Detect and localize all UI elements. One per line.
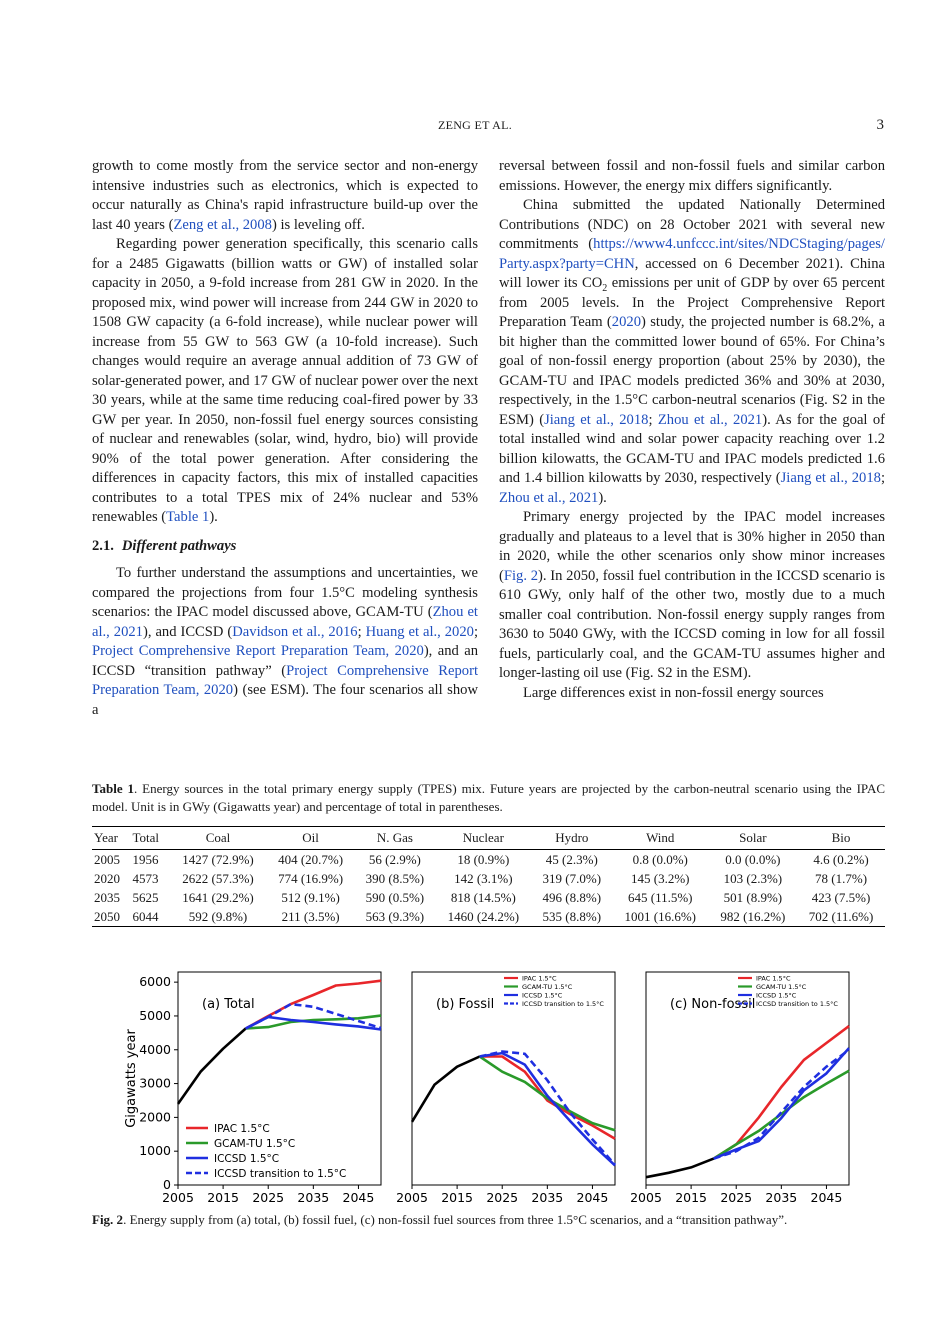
table-cell: 142 (3.1%) [454, 871, 513, 886]
text: ). [209, 509, 218, 525]
table-cell: 774 (16.9%) [278, 871, 344, 886]
x-tick-label: 2045 [576, 1190, 609, 1205]
y-tick-label: 3000 [139, 1075, 171, 1091]
y-tick-label: 6000 [139, 974, 171, 990]
table-caption [92, 780, 885, 816]
table-cell: 1956 [132, 852, 159, 867]
paragraph [499, 196, 885, 508]
x-tick-label: 2005 [396, 1190, 428, 1205]
x-tick-label: 2005 [630, 1190, 662, 1205]
chart-panel [630, 972, 849, 1205]
x-tick-label: 2015 [207, 1190, 240, 1205]
page-number: 3 [876, 117, 884, 133]
text: ), and an ICCSD “transition pathway” ( [92, 643, 479, 679]
series-line [714, 1026, 849, 1159]
table-header-cell: Solar [709, 827, 797, 850]
table-cell: 319 (7.0%) [542, 871, 602, 886]
legend-label: ICCSD 1.5°C [522, 991, 563, 1000]
left-column [92, 157, 478, 720]
table-row [92, 869, 885, 888]
table-cell: 18 (0.9%) [457, 852, 510, 867]
y-tick-label: 0 [163, 1177, 171, 1192]
table-cell: 1641 (29.2%) [182, 890, 254, 905]
table-cell: 45 (2.3%) [545, 852, 598, 867]
table-header-cell: Bio [797, 827, 885, 850]
legend-label: ICCSD 1.5°C [214, 1153, 280, 1165]
table-link[interactable]: Table 1 [166, 509, 210, 525]
x-tick-label: 2045 [810, 1190, 843, 1205]
text: emissions per unit of GDP by over 65 percent from 2005 levels. In the Project Comprehensive Report Preparation Team ( [499, 275, 885, 330]
table-cell: 818 (14.5%) [450, 890, 516, 905]
legend-label: IPAC 1.5°C [214, 1123, 270, 1135]
paragraph [92, 157, 478, 235]
text: growth to come mostly from the service sector and non-energy intensive industries such as electronics, which is expected to occur naturally as China's rapid infrastructure build-up over the last 40 years ( [92, 158, 478, 233]
table-cell: 535 (8.8%) [532, 907, 612, 927]
table-cell: 592 (9.8%) [170, 907, 267, 927]
table-cell: 4.6 (0.2%) [813, 852, 869, 867]
text: ) (see ESM). The four scenarios all show a [92, 682, 478, 718]
paragraph [499, 684, 885, 704]
x-tick-label: 2035 [765, 1190, 798, 1205]
table-cell: 1001 (16.6%) [612, 907, 709, 927]
table-cell: 103 (2.3%) [723, 871, 783, 886]
text: China submitted the updated Nationally Determined Contributions (NDC) on 28 October 2021 with several new commitments ( [499, 197, 885, 252]
series-line [646, 1159, 714, 1178]
legend-label: IPAC 1.5°C [756, 974, 791, 983]
paragraph [499, 508, 885, 684]
table-cell: 512 (9.1%) [281, 890, 340, 905]
table-row [92, 907, 885, 927]
table-cell: 982 (16.2%) [709, 907, 797, 927]
figure-2-chart [120, 962, 855, 1207]
table-header-cell: Nuclear [435, 827, 532, 850]
y-tick-label: 5000 [139, 1007, 171, 1023]
table-header-row [92, 827, 885, 850]
citation-link[interactable]: Project Comprehensive Report Preparation Team, 2020 [92, 662, 478, 698]
citation-link[interactable]: Project Comprehensive Report Preparation Team, 2020 [92, 643, 424, 659]
panel-title: (c) Non-fossil [670, 997, 756, 1012]
section-title: Different pathways [121, 537, 237, 554]
table-cell: 211 (3.5%) [266, 907, 354, 927]
figure-caption-text: . Energy supply from (a) total, (b) fossil fuel, (c) non-fossil fuel sources from three 1.5°C scenarios, and a “transition pathway”. [123, 1212, 788, 1227]
table-cell: 645 (11.5%) [627, 890, 693, 905]
legend-label: ICCSD transition to 1.5°C [214, 1168, 347, 1180]
table-cell: 0.8 (0.0%) [632, 852, 688, 867]
subscript: 2 [602, 282, 608, 294]
text: , accessed on 6 December 2021). China will lower its CO [499, 255, 885, 291]
text: ; [648, 411, 658, 428]
text: ; [880, 470, 885, 486]
legend-label: ICCSD transition to 1.5°C [522, 1000, 604, 1008]
table-header-cell: Year [92, 827, 130, 850]
table-cell: 590 (0.5%) [365, 890, 425, 905]
right-column [499, 157, 885, 703]
table-cell: 5625 [132, 890, 159, 905]
text: ; [357, 623, 366, 640]
table-header-cell: Wind [612, 827, 709, 850]
legend-label: ICCSD 1.5°C [756, 991, 797, 1000]
legend-label: GCAM-TU 1.5°C [522, 983, 573, 991]
x-tick-label: 2045 [342, 1190, 375, 1205]
table-header-cell: Coal [170, 827, 267, 850]
table-cell: 56 (2.9%) [368, 852, 421, 867]
chart-panel [396, 972, 615, 1205]
y-axis-label: Gigawatts year [124, 1029, 139, 1128]
table-cell: 1427 (72.9%) [182, 852, 254, 867]
table-cell: 563 (9.3%) [355, 907, 435, 927]
text: ), and ICCSD ( [142, 623, 233, 640]
figure-link[interactable]: Fig. 2 [503, 567, 539, 584]
text: ) study, the projected number is 68.2%, a bit higher than the committed lower bound of 65%. For China’s goal of non-fossil energy proportion (about 25% by 2030), the GCAM-TU and IPAC models predicted 36% and 30% at 2030, respectively, in the 1.5°C carbon-neutral scenarios (Fig. S2 in the ESM) ( [499, 314, 885, 428]
table-header-cell: Total [130, 827, 169, 850]
section-heading [92, 537, 478, 557]
citation-link[interactable]: Jiang et al., 2018 [780, 470, 881, 486]
citation-link[interactable]: Zhou et al., 2021 [657, 411, 763, 428]
series-line [412, 1057, 480, 1122]
text: ; [473, 623, 479, 640]
url-link[interactable]: https://www4.unfccc.int/sites/NDCStaging/pages/Party.aspx?party=CHN [499, 236, 885, 272]
text: ). [598, 489, 607, 506]
legend-label: GCAM-TU 1.5°C [214, 1138, 296, 1150]
table-cell: 1460 (24.2%) [435, 907, 532, 927]
text: ) is leveling off. [271, 216, 365, 233]
series-line [480, 1057, 615, 1131]
table-row [92, 888, 885, 907]
series-line [714, 1048, 849, 1159]
table-label: Table 1 [92, 781, 134, 796]
x-tick-label: 2025 [720, 1190, 753, 1205]
table-cell: 2622 (57.3%) [182, 871, 254, 886]
citation-link[interactable]: 2020 [611, 314, 641, 330]
text: To further understand the assumptions and uncertainties, we compared the projections from four 1.5°C modeling synthesis scenarios: the IPAC model discussed above, GCAM-TU ( [92, 565, 478, 620]
table-caption-text: . Energy sources in the total primary energy supply (TPES) mix. Future years are projected by the carbon-neutral scenario using the IPAC model. Unit is in GWy (Gigawatts year) and percentage of total in parentheses. [92, 781, 886, 814]
figure-caption [92, 1211, 885, 1229]
y-tick-label: 2000 [139, 1109, 171, 1125]
table-cell: 496 (8.8%) [542, 890, 602, 905]
text: ). In 2050, fossil fuel contribution in the ICCSD scenario is 610 GWy, only half of the other two, mostly due to a much smaller coal contribution. Non-fossil energy supply ranges from 3630 to 5040 GWy, with the ICCSD coming in low for all fossil fuels, particularly coal, and the GCAM-TU assumes higher and longer-lasting oil use (Fig. S2 in the ESM). [499, 567, 886, 681]
series-line [714, 1071, 849, 1159]
series-line [178, 1029, 246, 1104]
text: Regarding power generation specifically, this scenario calls for a 2485 Gigawatts (billion watts or GW) of installed solar capacity in 2050, a 9-fold increase from 281 GW in 2020. In the proposed mix, wind power will increase from 244 GW in 2020 to 1508 GW capacity (a 6-fold increase), while nuclear power will increase from 55 GW to 563 GW (a 10-fold increase). Such changes would require an average annual addition of 73 GW of solar-generated power, and 17 GW of nuclear power over the next 30 years, while at the same time reducing coal-fired power by 33 GW per year. In 2050, non-fossil fuel energy sources consisting of nuclear and renewables (solar, wind, hydro, bio) will provide 90% of the total power generation. After considering the differences in capacity factors, this mix of installed capacities contributes to a total TPES mix of 24% nuclear and 53% renewables ( [92, 236, 478, 525]
x-tick-label: 2005 [162, 1190, 194, 1205]
citation-link[interactable]: Zhou et al., 2021 [499, 489, 599, 506]
table-cell: 2050 [92, 907, 130, 927]
table-cell: 404 (20.7%) [278, 852, 344, 867]
table-cell: 4573 [132, 871, 159, 886]
section-number: 2.1. [92, 537, 114, 554]
table-cell: 2020 [94, 871, 120, 886]
citation-link[interactable]: Zeng et al., 2008 [173, 216, 272, 233]
x-tick-label: 2015 [675, 1190, 708, 1205]
series-line [714, 1050, 849, 1159]
x-tick-label: 2035 [297, 1190, 330, 1205]
table-cell: 145 (3.2%) [631, 871, 690, 886]
running-head: ZENG ET AL. [437, 118, 513, 132]
chart-panel [124, 972, 381, 1205]
table-cell: 6044 [130, 907, 169, 927]
energy-table [92, 826, 885, 927]
table-cell: 501 (8.9%) [723, 890, 783, 905]
legend-label: IPAC 1.5°C [522, 974, 557, 983]
figure-label: Fig. 2 [92, 1212, 124, 1227]
text: Large differences exist in non-fossil energy sources [523, 684, 824, 701]
x-tick-label: 2025 [252, 1190, 285, 1205]
text: reversal between fossil and non-fossil fuels and similar carbon emissions. However, the energy mix differs significantly. [499, 158, 885, 194]
paragraph [92, 564, 478, 720]
y-tick-label: 1000 [139, 1143, 171, 1159]
citation-link[interactable]: Davidson et al., 2016 [232, 623, 358, 640]
x-tick-label: 2035 [531, 1190, 564, 1205]
text: Primary energy projected by the IPAC model increases gradually and plateaus to a level that is 30% higher in 2050 than in 2020, while the other scenarios only show minor increases ( [499, 509, 885, 584]
x-tick-label: 2025 [486, 1190, 519, 1205]
table-header-cell: Oil [266, 827, 354, 850]
table-header-cell: Hydro [532, 827, 612, 850]
table-header-cell: N. Gas [355, 827, 435, 850]
citation-link[interactable]: Huang et al., 2020 [365, 623, 474, 640]
table-cell: 390 (8.5%) [365, 871, 425, 886]
text: ). As for the goal of total installed wind and solar power capacity reaching over 1.2 billion kilowatts, the GCAM-TU and IPAC models predicted 1.6 and 1.4 billion kilowatts by 2030, respectively ( [499, 411, 885, 486]
x-tick-label: 2015 [441, 1190, 474, 1205]
panel-title: (a) Total [202, 997, 255, 1012]
legend-label: GCAM-TU 1.5°C [756, 983, 807, 991]
table-row [92, 850, 885, 870]
paragraph [92, 235, 478, 528]
table-cell: 2005 [94, 852, 120, 867]
citation-link[interactable]: Jiang et al., 2018 [544, 411, 649, 428]
panel-title: (b) Fossil [436, 997, 495, 1012]
table-cell: 423 (7.5%) [811, 890, 871, 905]
table-cell: 2035 [94, 890, 120, 905]
paragraph [499, 157, 885, 196]
y-tick-label: 4000 [139, 1041, 171, 1057]
table-cell: 78 (1.7%) [815, 871, 868, 886]
citation-link[interactable]: Zhou et al., 2021 [92, 604, 478, 640]
legend-label: ICCSD transition to 1.5°C [756, 1000, 838, 1008]
table-cell: 0.0 (0.0%) [725, 852, 781, 867]
table-cell: 702 (11.6%) [797, 907, 885, 927]
